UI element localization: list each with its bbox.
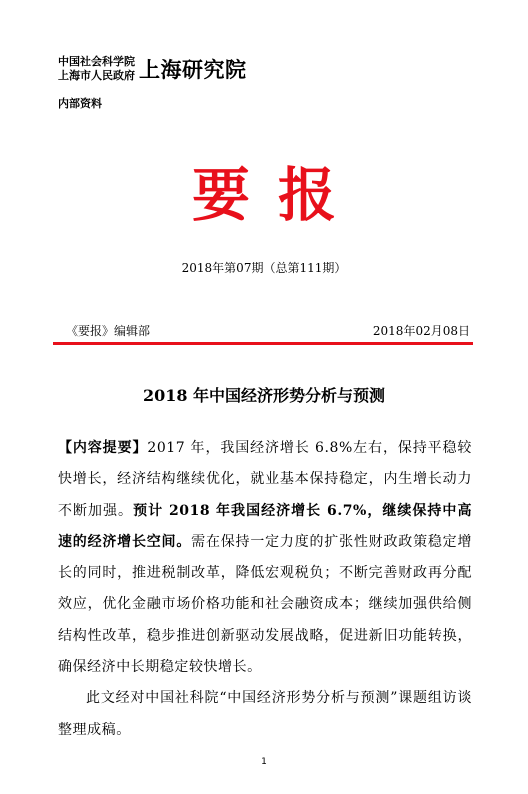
- publication-date: 2018年02月08日: [372, 324, 470, 338]
- masthead-title: 要报: [191, 161, 364, 229]
- org-cass: 中国社会科学院: [58, 55, 135, 68]
- summary-text-1: 2017 年，我国经济增长 6.8%左右，保持平稳较快增长，经济结构继续优化，就业基本保持稳定，内生增长动力不断加强。: [58, 440, 472, 519]
- summary-forecast: 预计 2018 年我国经济增长 6.7%，继续保持中高速的经济增长空间。: [58, 502, 472, 550]
- issuing-organizations: [58, 54, 247, 84]
- summary-label: 【内容提要】: [58, 440, 148, 456]
- source-note: 此文经对中国社科院“中国经济形势分析与预测”课题组访谈整理成稿。: [58, 690, 472, 738]
- institute-name: 上海研究院: [139, 57, 247, 82]
- parent-organizations: [58, 55, 135, 83]
- classification-label: 内部资料: [58, 97, 102, 110]
- article-body: [58, 433, 472, 746]
- summary-paragraph: [58, 433, 472, 683]
- org-shanghai-government: 上海市人民政府: [58, 69, 135, 82]
- issue-number: 2018年第07期（总第111期）: [181, 261, 347, 275]
- summary-text-2: 需在保持一定力度的扩张性财政政策稳定增长的同时，推进税制改革，降低宏观税负；不断完善财政再分配效应，优化金融市场价格功能和社会融资成本；继续加强供给侧结构性改革，稳步推进创新驱动发展战略，促进新旧功能转换，确保经济中长期稳定较快增长。: [58, 533, 473, 676]
- page-number: 1: [261, 757, 267, 767]
- editorial-row: [58, 322, 470, 339]
- article-title: 2018 年中国经济形势分析与预测: [142, 386, 386, 405]
- editorial-department: 《要报》编辑部: [66, 324, 151, 338]
- red-divider: [53, 342, 473, 345]
